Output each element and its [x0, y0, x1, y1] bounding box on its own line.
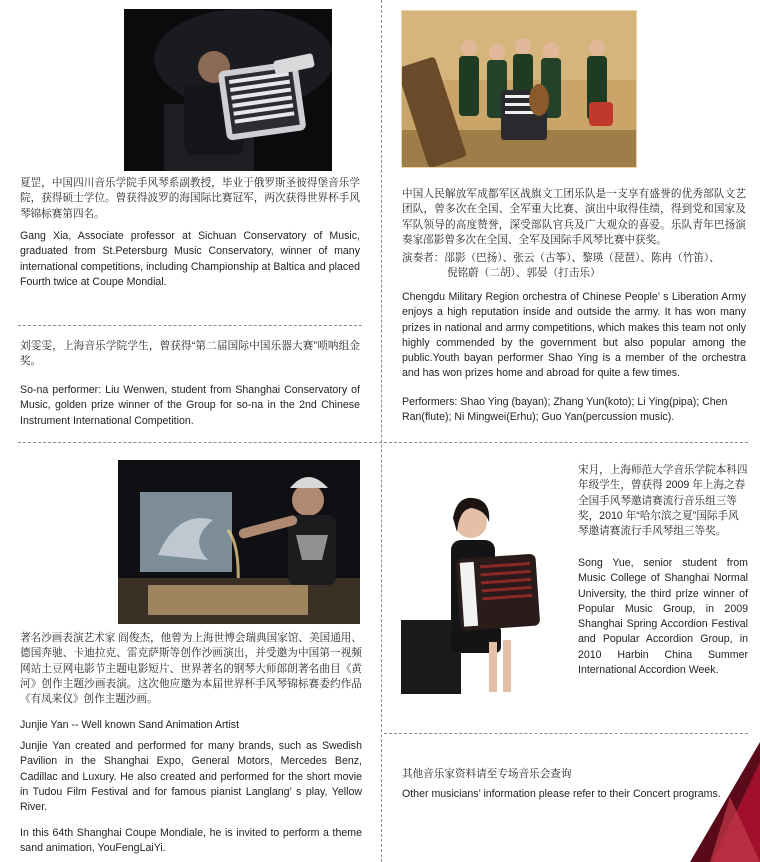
song-bio-en: Song Yue, senior student from Music College of Shanghai Normal University, the third prize winner of Popular Music Group, in 2009 Shanghai Spring Accordion Festival and Popular Accordion Group, in 2010 Harbin China Summer International Accordion Week.: [578, 557, 748, 677]
other-info-zh: 其他音乐家资料请至专场音乐会查询: [402, 768, 572, 780]
section-divider: [18, 442, 748, 443]
liu-bio-en: So-na performer: Liu Wenwen, student from Shanghai Conservatory of Music, golden prize winner of the Group for so-na in the 2nd Chinese Instrument International Competition.: [20, 384, 360, 427]
orchestra-group-photo: [401, 10, 637, 168]
section-divider: [18, 325, 362, 326]
yan-bio-en-2: In this 64th Shanghai Coupe Mondiale, he is invited to perform a theme sand animation, YouFengLaiYi.: [20, 827, 362, 855]
yan-bio-zh: 著名沙画表演艺术家 阎俊杰，他曾为上海世博会瑞典国家馆、美国通用、德国奔驰、卡迪拉克、雷克萨斯等创作沙画演出，并受邀为中国第一视频网站土豆网电影节主题电影短片、世界著名的钢琴大师郎朗著名曲目《黄河》创作主题沙画表演。这次他应邀为本届世界杯手风琴锦标赛委约作品《有凤来仪》创作主题沙画。: [20, 632, 362, 706]
other-info-en: Other musicians’ information please refer to their Concert programs.: [402, 788, 721, 800]
section-divider: [384, 733, 748, 734]
army-performers-zh-2: 倪铭蔚（二胡）、郭晏（打击乐）: [447, 267, 601, 279]
accordion-student-photo: [401, 460, 573, 694]
column-divider: [381, 0, 382, 862]
xia-bio-zh: 夏罡，中国四川音乐学院手风琴系副教授，毕业于俄罗斯圣彼得堡音乐学院，获得硕士学位。曾获得波罗的海国际比赛冠军，两次获得世界杯手风琴锦标赛第四名。: [20, 177, 360, 220]
yan-bio-en: Junjie Yan created and performed for many brands, such as Swedish Pavilion in the Shanghai Expo, General Motors, Mercedes Benz, Cadillac and Luxury. He also created and performed for the short movie in Tudou Film Festival and for famous pianist Langlang’ s play, Yellow River.: [20, 740, 362, 814]
army-performers-zh-1: 演奏者：邵影（巴扬）、张云（古筝）、黎瑛（琵琶）、陈冉（竹笛）、: [402, 252, 720, 264]
army-bio-zh: 中国人民解放军成都军区战旗文工团乐队是一支享有盛誉的优秀部队文艺团队，曾多次在全国、全军重大比赛、演出中取得佳绩，得到党和国家及军队领导的高度赞誉，深受部队官兵及广大观众的喜爱。乐队青年巴扬演奏家邵影曾多次在全国、全军及国际手风琴比赛中获奖。: [402, 188, 746, 246]
accordion-performer-photo: [124, 9, 332, 171]
corner-decoration-graphic: [650, 742, 760, 862]
xia-bio-en: Gang Xia, Associate professor at Sichuan Conservatory of Music, graduated from St.Petersburg Music Conservatory, winner of many international competitions, including Championship at Baltica and placed Fourth twice at Coupe Mondial.: [20, 230, 360, 288]
yan-title-en: Junjie Yan -- Well known Sand Animation Artist: [20, 719, 240, 731]
liu-bio-zh: 刘雯雯，上海音乐学院学生，曾获得“第二届国际中国乐器大赛”唢呐组金奖。: [20, 340, 360, 368]
song-bio-zh: 宋月，上海师范大学音乐学院本科四年级学生，曾获得 2009 年上海之春全国手风琴邀请赛流行音乐组三等奖，2010 年“哈尔滨之夏”国际手风琴邀请赛流行手风琴组三等奖。: [578, 464, 748, 538]
sand-animation-artist-photo: [118, 460, 360, 624]
army-bio-en: Chengdu Military Region orchestra of Chinese People’ s Liberation Army enjoys a high reputation inside and outside the army. It has won many prizes in national and army competitions, which makes this team not only highly commended by the government but also popular among the public.Youth bayan performer Shao Ying is a member of the orchestra and has won prizes home and abroad for quite a few times.: [402, 291, 746, 380]
army-performers-en: Performers: Shao Ying (bayan); Zhang Yun(koto); Li Ying(pipa); Chen Ran(flute); Ni Mingwei(Erhu); Guo Yan(percussion music).: [402, 396, 728, 424]
